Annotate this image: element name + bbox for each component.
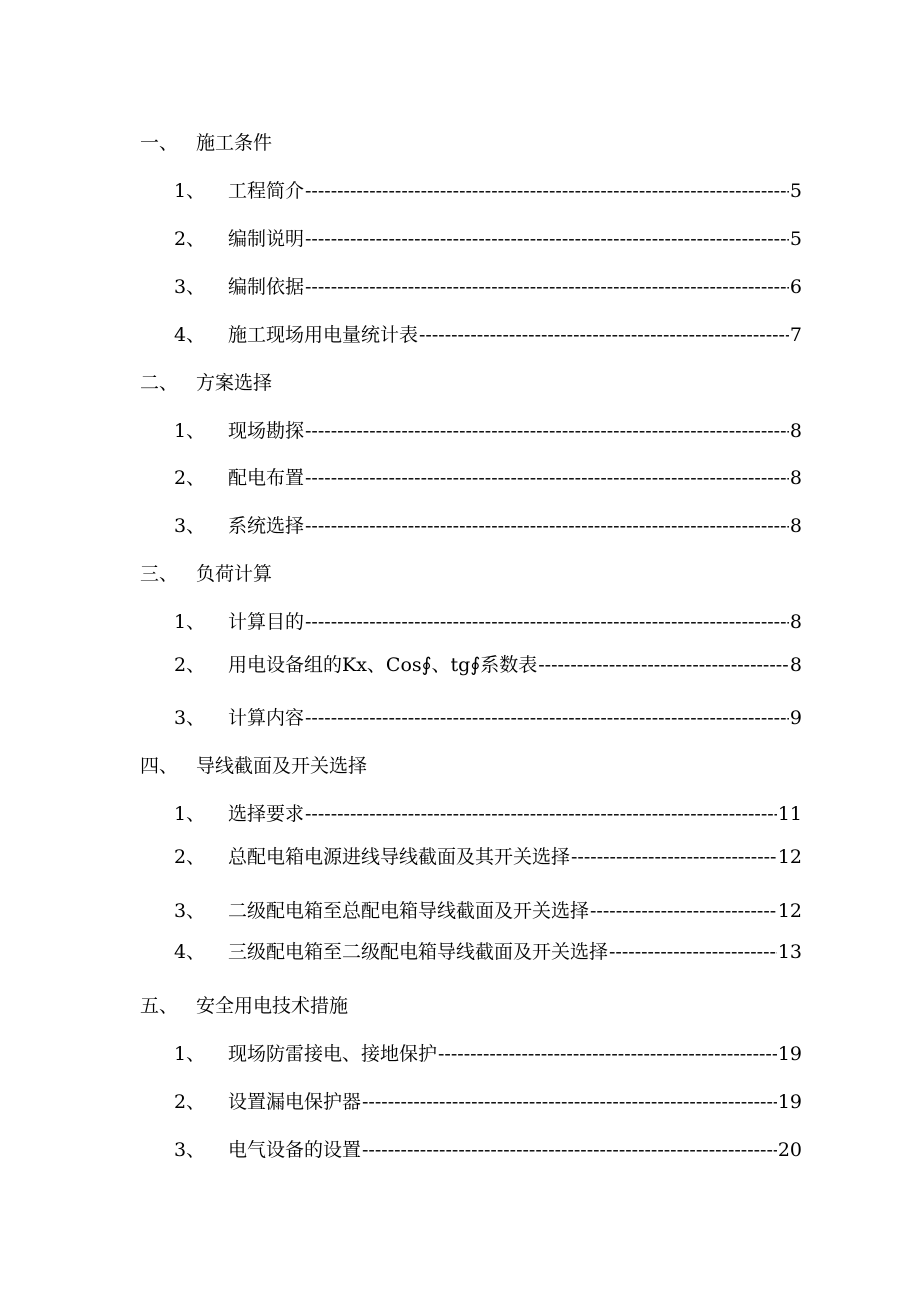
entry-title: 配电布置 xyxy=(228,467,305,489)
entry-number: 2、 xyxy=(174,846,206,868)
entry-page: 5 xyxy=(789,228,802,250)
toc-entry[interactable] xyxy=(174,511,802,539)
entry-number: 3、 xyxy=(174,707,206,729)
dot-leader xyxy=(305,180,789,202)
section-title: 负荷计算 xyxy=(196,563,273,585)
toc-entry[interactable] xyxy=(174,176,802,204)
dot-leader xyxy=(362,1091,777,1113)
entry-page: 9 xyxy=(789,707,802,729)
toc-entry[interactable] xyxy=(174,416,802,444)
dot-leader xyxy=(609,941,777,963)
toc-entry[interactable] xyxy=(174,842,802,870)
dot-leader xyxy=(305,228,789,250)
section-title: 安全用电技术措施 xyxy=(196,995,349,1017)
section-number: 三、 xyxy=(140,563,179,585)
toc-entry[interactable] xyxy=(174,607,802,635)
dot-leader xyxy=(305,420,789,442)
entry-title: 二级配电箱至总配电箱导线截面及开关选择 xyxy=(228,900,590,922)
dot-leader xyxy=(305,611,789,633)
entry-title: 三级配电箱至二级配电箱导线截面及开关选择 xyxy=(228,941,609,963)
toc-entry[interactable] xyxy=(174,1039,802,1067)
entry-page: 11 xyxy=(777,803,802,825)
entry-page: 7 xyxy=(789,324,802,346)
entry-number: 3、 xyxy=(174,276,206,298)
entry-number: 3、 xyxy=(174,1139,206,1161)
section-number: 二、 xyxy=(140,372,179,394)
entry-page: 12 xyxy=(777,900,802,922)
toc-entry[interactable] xyxy=(174,937,802,965)
toc-entry[interactable] xyxy=(174,799,802,827)
toc-section xyxy=(140,991,348,1018)
entry-title: 编制依据 xyxy=(228,276,305,298)
entry-title: 工程简介 xyxy=(228,180,305,202)
entry-title: 系统选择 xyxy=(228,515,305,537)
toc-section xyxy=(140,559,272,586)
section-number: 四、 xyxy=(140,755,179,777)
entry-number: 2、 xyxy=(174,467,206,489)
dot-leader xyxy=(419,324,789,346)
entry-title: 编制说明 xyxy=(228,228,305,250)
dot-leader xyxy=(305,515,789,537)
section-number: 一、 xyxy=(140,132,179,154)
entry-number: 2、 xyxy=(174,228,206,250)
entry-title: 电气设备的设置 xyxy=(228,1139,362,1161)
entry-page: 13 xyxy=(777,941,802,963)
entry-title: 设置漏电保护器 xyxy=(228,1091,362,1113)
dot-leader xyxy=(538,654,789,676)
toc-section xyxy=(140,368,272,395)
dot-leader xyxy=(438,1043,777,1065)
entry-title: 现场防雷接电、接地保护 xyxy=(228,1043,438,1065)
entry-title: 选择要求 xyxy=(228,803,305,825)
dot-leader xyxy=(305,276,789,298)
toc-entry[interactable] xyxy=(174,272,802,300)
section-number: 五、 xyxy=(140,995,179,1017)
dot-leader xyxy=(590,900,777,922)
entry-page: 8 xyxy=(789,654,802,676)
toc-entry[interactable] xyxy=(174,1135,802,1163)
entry-page: 19 xyxy=(777,1043,802,1065)
entry-number: 3、 xyxy=(174,900,206,922)
entry-title: 施工现场用电量统计表 xyxy=(228,324,419,346)
toc-entry[interactable] xyxy=(174,703,802,731)
toc-entry[interactable] xyxy=(174,650,802,678)
entry-number: 1、 xyxy=(174,611,206,633)
toc-section xyxy=(140,128,272,155)
toc-entry[interactable] xyxy=(174,1087,802,1115)
toc-entry[interactable] xyxy=(174,896,802,924)
entry-number: 4、 xyxy=(174,324,206,346)
section-title: 施工条件 xyxy=(196,132,273,154)
entry-page: 6 xyxy=(789,276,802,298)
entry-number: 1、 xyxy=(174,1043,206,1065)
dot-leader xyxy=(305,803,777,825)
toc-entry[interactable] xyxy=(174,320,802,348)
entry-title: 现场勘探 xyxy=(228,420,305,442)
dot-leader xyxy=(305,707,789,729)
entry-page: 8 xyxy=(789,515,802,537)
entry-number: 3、 xyxy=(174,515,206,537)
toc-entry[interactable] xyxy=(174,463,802,491)
toc-section xyxy=(140,751,367,778)
entry-page: 20 xyxy=(777,1139,802,1161)
section-title: 方案选择 xyxy=(196,372,273,394)
entry-title: 总配电箱电源进线导线截面及其开关选择 xyxy=(228,846,571,868)
entry-number: 1、 xyxy=(174,420,206,442)
dot-leader xyxy=(305,467,789,489)
entry-title: 用电设备组的Kx、Cos∮、tg∮系数表 xyxy=(228,654,538,676)
entry-page: 8 xyxy=(789,611,802,633)
entry-page: 8 xyxy=(789,467,802,489)
entry-title: 计算内容 xyxy=(228,707,305,729)
entry-page: 8 xyxy=(789,420,802,442)
entry-number: 2、 xyxy=(174,654,206,676)
entry-title: 计算目的 xyxy=(228,611,305,633)
entry-number: 4、 xyxy=(174,941,206,963)
dot-leader xyxy=(362,1139,777,1161)
toc-entry[interactable] xyxy=(174,224,802,252)
entry-number: 1、 xyxy=(174,803,206,825)
entry-page: 5 xyxy=(789,180,802,202)
entry-number: 1、 xyxy=(174,180,206,202)
dot-leader xyxy=(571,846,777,868)
entry-number: 2、 xyxy=(174,1091,206,1113)
entry-page: 19 xyxy=(777,1091,802,1113)
entry-page: 12 xyxy=(777,846,802,868)
section-title: 导线截面及开关选择 xyxy=(196,755,368,777)
